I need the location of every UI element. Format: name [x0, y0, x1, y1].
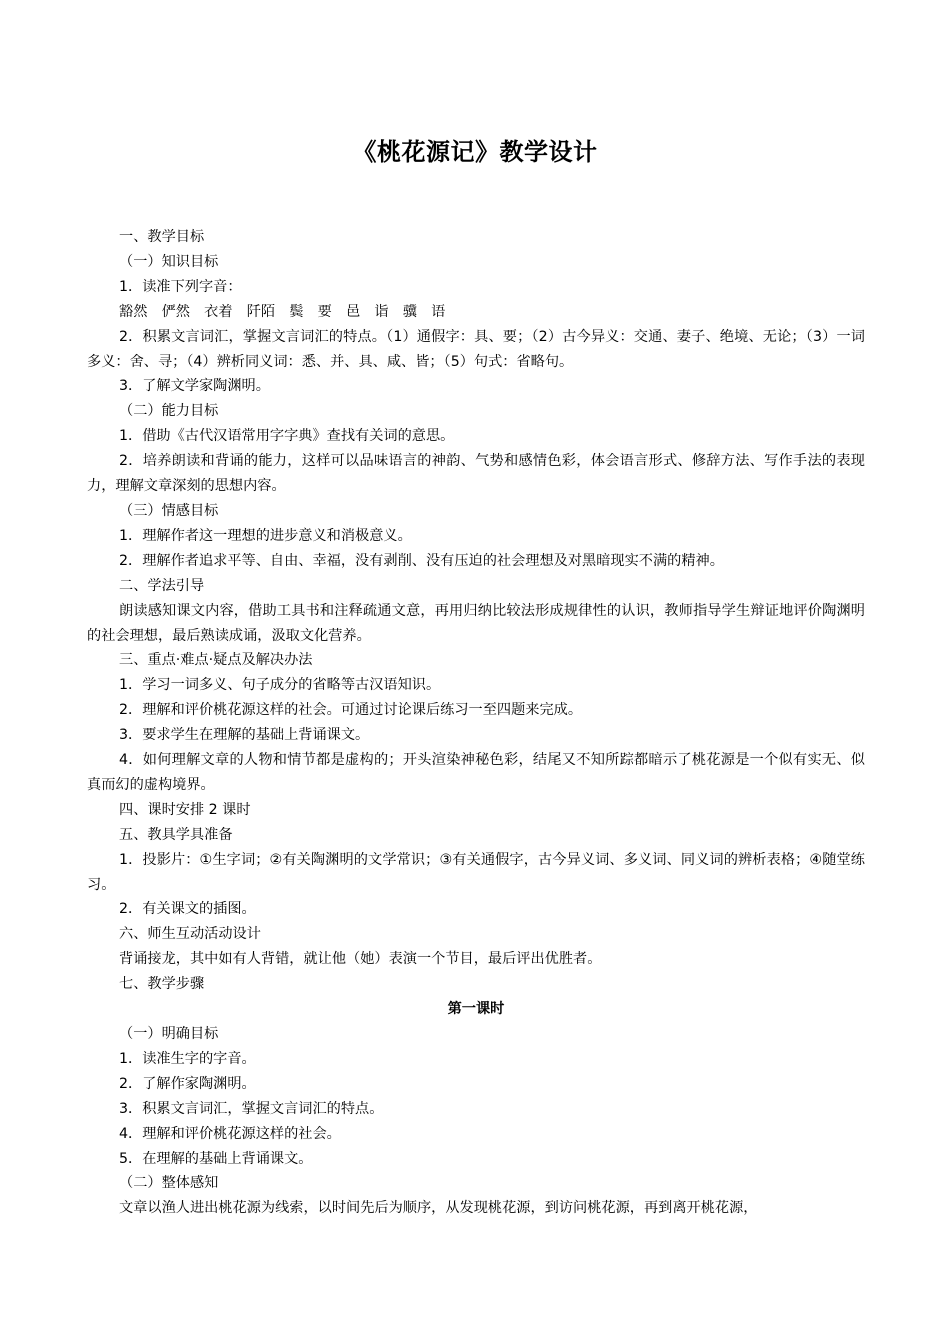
paragraph: 朗读感知课文内容，借助工具书和注释疏通文意，再用归纳比较法形成规律性的认识，教师指导学生辩证地评价陶渊明的社会理想，最后熟读成诵，汲取文化营养。 [87, 602, 865, 644]
paragraph: 四、课时安排 2 课时 [119, 801, 251, 818]
document-title: 《桃花源记》教学设计 [352, 138, 598, 166]
paragraph: （二）能力目标 [119, 403, 219, 420]
paragraph: 1．学习一词多义、句子成分的省略等古汉语知识。 [119, 677, 441, 694]
paragraph: （三）情感目标 [119, 502, 219, 519]
paragraph: 背诵接龙，其中如有人背错，就让他（她）表演一个节目，最后评出优胜者。 [119, 951, 602, 968]
paragraph: 2．培养朗读和背诵的能力，这样可以品味语言的神韵、气势和感情色彩，体会语言形式、修辞方法、写作手法的表现力，理解文章深刻的思想内容。 [87, 453, 865, 495]
paragraph: 1．理解作者这一理想的进步意义和消极意义。 [119, 527, 412, 544]
section-heading: 第一课时 [447, 1001, 505, 1018]
paragraph: 3．了解文学家陶渊明。 [119, 378, 270, 395]
paragraph: 2．积累文言词汇，掌握文言词汇的特点。（1）通假字：具、要；（2）古今异义：交通、妻子、绝境、无论；（3）一词多义：舍、寻；（4）辨析同义词：悉、并、具、咸、皆；（5）句式：省略句。 [87, 328, 865, 370]
paragraph: 五、教具学具准备 [119, 826, 233, 843]
paragraph: 4．理解和评价桃花源这样的社会。 [119, 1125, 341, 1142]
paragraph: 4．如何理解文章的人物和情节都是虚构的；开头渲染神秘色彩，结尾又不知所踪都暗示了桃花源是一个似有实无、似真而幻的虚构境界。 [87, 752, 865, 793]
paragraph: 1．读准生字的字音。 [119, 1050, 256, 1067]
paragraph: 一、教学目标 [119, 229, 205, 245]
paragraph: 二、学法引导 [119, 577, 205, 594]
paragraph: 2．有关课文的插图。 [119, 901, 256, 918]
paragraph: 2．了解作家陶渊明。 [119, 1075, 256, 1092]
paragraph: 豁然 俨然 衣着 阡陌 鬓 要 邑 诣 骥 语 [119, 303, 446, 320]
paragraph: 3．要求学生在理解的基础上背诵课文。 [119, 727, 370, 744]
paragraph: 1．借助《古代汉语常用字字典》查找有关词的意思。 [119, 428, 455, 445]
paragraph: 5．在理解的基础上背诵课文。 [119, 1150, 313, 1167]
paragraph: 文章以渔人进出桃花源为线索，以时间先后为顺序，从发现桃花源，到访问桃花源，再到离开桃花源， [119, 1200, 758, 1217]
paragraph: 2．理解作者追求平等、自由、幸福，没有剥削、没有压迫的社会理想及对黑暗现实不满的精神。 [119, 552, 724, 569]
paragraph: 六、师生互动活动设计 [119, 926, 261, 943]
paragraph: 七、教学步骤 [119, 976, 205, 993]
paragraph: 3．积累文言词汇，掌握文言词汇的特点。 [119, 1100, 384, 1117]
paragraph: 2．理解和评价桃花源这样的社会。可通过讨论课后练习一至四题来完成。 [119, 702, 583, 719]
paragraph: （一）明确目标 [119, 1026, 219, 1042]
paragraph: 三、重点·难点·疑点及解决办法 [119, 652, 313, 669]
document-body [87, 225, 865, 1221]
paragraph: （一）知识目标 [119, 253, 219, 270]
paragraph: 1．读准下列字音： [119, 278, 242, 295]
paragraph: 1．投影片：①生字词；②有关陶渊明的文学常识；③有关通假字，古今异义词、多义词、同义词的辨析表格；④随堂练习。 [87, 851, 865, 893]
paragraph: （二）整体感知 [119, 1175, 219, 1192]
